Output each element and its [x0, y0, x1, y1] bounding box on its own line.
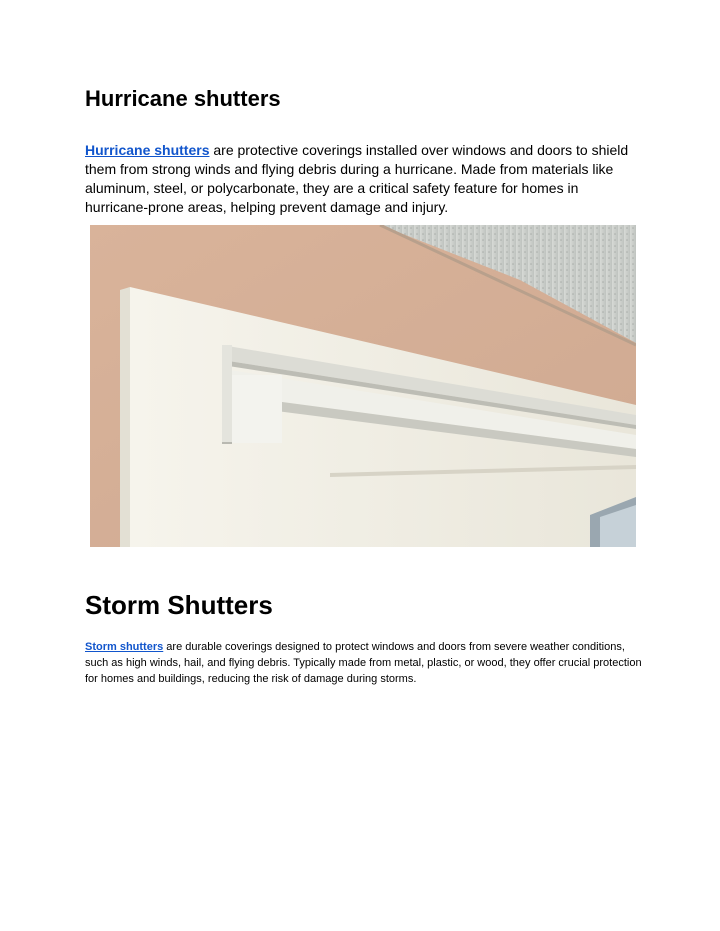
- hurricane-heading: Hurricane shutters: [85, 86, 281, 111]
- track-end-cap: [222, 345, 232, 443]
- hurricane-shutter-photo: [90, 225, 636, 547]
- hurricane-paragraph-text: are protective coverings installed over windows and doors to shield them from strong winds and flying debris during a hurricane. Made from materials like aluminum, steel, or polycarbonate, they are a critical safety feature for homes in hurricane-prone areas, helping prevent damage and injury.: [85, 142, 629, 215]
- storm-paragraph: [85, 639, 645, 687]
- storm-paragraph-text: are durable coverings designed to protect windows and doors from severe weather conditions, such as high winds, hail, and flying debris. Typically made from metal, plastic, or wood, they offer crucial protection for homes and buildings, reducing the risk of damage during storms.: [85, 641, 642, 685]
- hurricane-paragraph: [85, 141, 645, 217]
- hurricane-shutters-link[interactable]: Hurricane shutters: [85, 142, 210, 158]
- storm-heading: Storm Shutters: [85, 590, 273, 620]
- storm-shutters-link[interactable]: Storm shutters: [85, 641, 164, 653]
